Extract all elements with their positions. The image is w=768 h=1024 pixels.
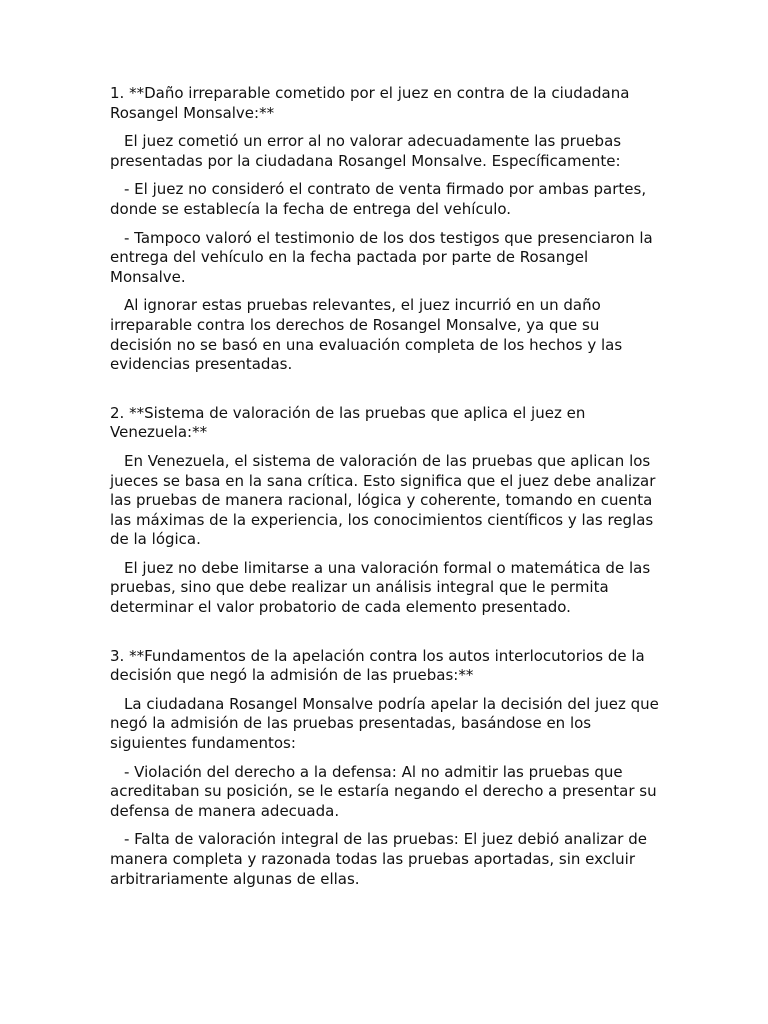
section-heading: 1. **Daño irreparable cometido por el juez en contra de la ciudadana Rosangel Monsalve:** <box>110 84 630 122</box>
document-page <box>110 84 660 889</box>
section-2 <box>110 404 660 618</box>
paragraph: - El juez no consideró el contrato de venta firmado por ambas partes, donde se establecía la fecha de entrega del vehículo. <box>110 180 647 218</box>
section-heading: 2. **Sistema de valoración de las pruebas que aplica el juez en Venezuela:** <box>110 403 586 442</box>
paragraph: - Falta de valoración integral de las pruebas: El juez debió analizar de manera completa y razonada todas las pruebas aportadas, sin excluir arbitrariamente algunas de ellas. <box>110 830 647 888</box>
paragraph: - Tampoco valoró el testimonio de los dos testigos que presenciaron la entrega del vehículo en la fecha pactada por parte de Rosangel Monsalve. <box>110 228 653 286</box>
section-heading: 3. **Fundamentos de la apelación contra los autos interlocutorios de la decisión que negó la admisión de las pruebas:** <box>110 646 645 685</box>
paragraph: Al ignorar estas pruebas relevantes, el juez incurrió en un daño irreparable contra los derechos de Rosangel Monsalve, ya que su decisión no se basó en una evaluación completa de los hechos y las evidencias presentadas. <box>110 296 623 374</box>
paragraph: La ciudadana Rosangel Monsalve podría apelar la decisión del juez que negó la admisión de las pruebas presentadas, basándose en los siguientes fundamentos: <box>110 694 659 753</box>
paragraph: El juez no debe limitarse a una valoración formal o matemática de las pruebas, sino que debe realizar un análisis integral que le permita determinar el valor probatorio de cada elemento presentado. <box>110 558 651 617</box>
paragraph: - Violación del derecho a la defensa: Al no admitir las pruebas que acreditaban su posición, se le estaría negando el derecho a presentar su defensa de manera adecuada. <box>110 762 657 820</box>
paragraph: En Venezuela, el sistema de valoración de las pruebas que aplican los jueces se basa en la sana crítica. Esto significa que el juez debe analizar las pruebas de manera racional, lógica y coherente, tomando en cuenta las máximas de la experiencia, los conocimientos científicos y las reglas de la lógica. <box>110 451 656 549</box>
paragraph: El juez cometió un error al no valorar adecuadamente las pruebas presentadas por la ciudadana Rosangel Monsalve. Específicamente: <box>110 132 622 170</box>
section-3 <box>110 647 660 890</box>
section-1 <box>110 84 660 375</box>
